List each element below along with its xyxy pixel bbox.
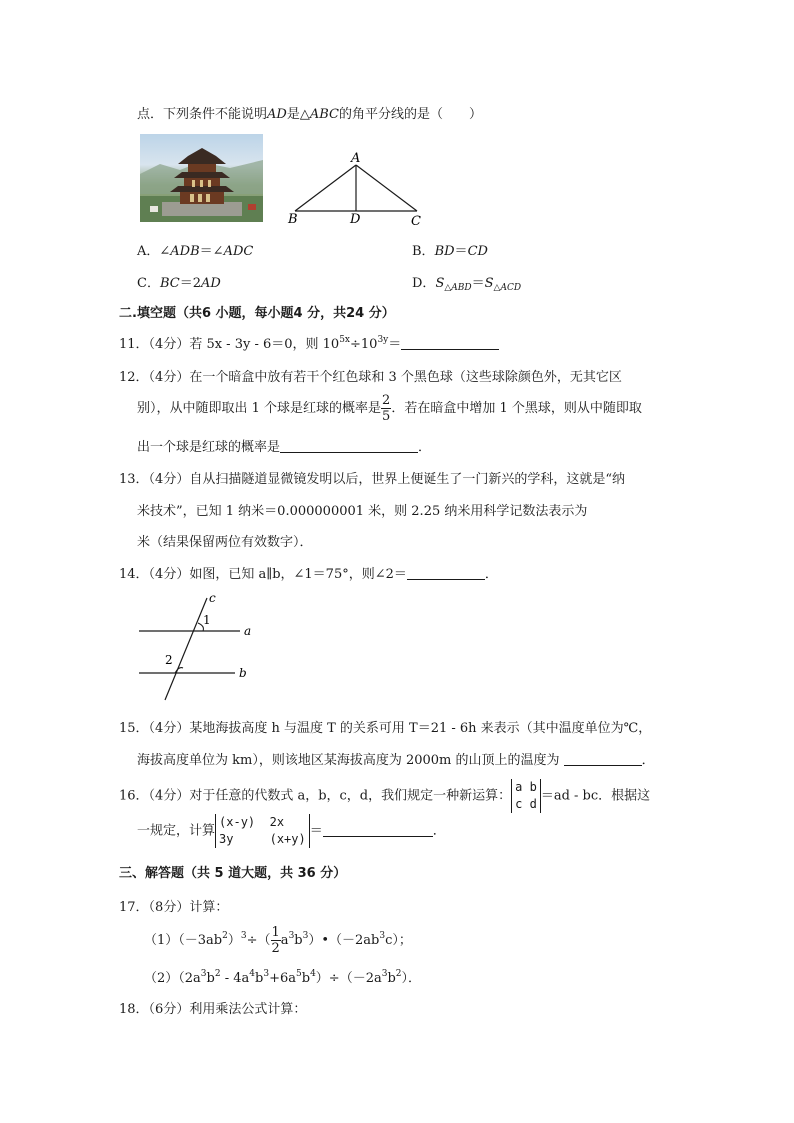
answer-blank-11 xyxy=(401,336,499,350)
triangle-diagram xyxy=(283,148,433,228)
question-10-stem: 点．下列条件不能说明AD是△ABC的角平分线的是（ ） xyxy=(137,107,482,122)
fraction-1-2: $\frac{1}{2}$ xyxy=(271,925,280,956)
line-c-label: c xyxy=(209,591,216,605)
option-d: D．$S_{\triangle ABD}=S_{\triangle ACD}$ xyxy=(412,276,522,293)
answer-blank-12 xyxy=(280,439,418,453)
question-12-line2: 别），从中随即取出 1 个球是红球的概率是 $\frac{2}{5}$ ．若在暗盒中增加 1 个黑球，则从中随即取 xyxy=(137,393,642,424)
option-a: A．∠ADB＝∠ADC xyxy=(137,244,254,259)
angle-2-label: 2 xyxy=(165,653,173,667)
section-2-title: 二.填空题（共6 小题，每小题4 分，共24 分） xyxy=(119,306,395,321)
question-13-line3: 米（结果保留两位有效数字）． xyxy=(137,535,313,550)
question-11: 11．（4分）若 5x - 3y - 6＝0，则 $10^{5x}\div 10^{3y}=$ xyxy=(119,333,499,352)
answer-blank-16 xyxy=(323,823,433,837)
question-15-line1: 15．（4分）某地海拔高度 h 与温度 T 的关系可用 T＝21 - 6h 来表示（其中温度单位为℃， xyxy=(119,721,652,736)
determinant-expression: (x-y) 2x 3y (x+y) xyxy=(215,814,310,848)
question-13-line2: 米技术”，已知 1 纳米＝0.000000001 米，则 2.25 纳米用科学记数法表示为 xyxy=(137,504,588,519)
label-b: B xyxy=(288,212,298,227)
question-15-line2: 海拔高度单位为 km），则该地区某海拔高度为 2000m 的山顶上的温度为 ． xyxy=(137,753,655,768)
label-c: C xyxy=(411,214,421,228)
answer-blank-15 xyxy=(564,752,642,766)
label-a: A xyxy=(351,151,361,166)
fraction-2-5: $\frac{2}{5}$ xyxy=(382,393,391,424)
angle-1-label: 1 xyxy=(203,613,211,627)
pavilion-photo xyxy=(140,134,263,222)
question-13-line1: 13．（4分）自从扫描隧道显微镜发明以后，世界上便诞生了一门新兴的学科，这就是“纳 xyxy=(119,472,625,487)
parallel-lines-diagram xyxy=(135,590,265,705)
label-d: D xyxy=(350,212,361,227)
question-16-line1: 16．（4分）对于任意的代数式 a，b，c，d，我们规定一种新运算： a b c d ＝ad - bc．根据这 xyxy=(119,780,651,811)
determinant-definition: a b c d xyxy=(511,779,541,813)
line-b-label: b xyxy=(239,666,247,680)
question-14: 14．（4分）如图，已知 a∥b，∠1＝75°，则∠2＝ ． xyxy=(119,567,498,582)
question-12-line3: 出一个球是红球的概率是 ． xyxy=(137,440,432,455)
question-17-head: 17．（8分）计算： xyxy=(119,900,229,915)
line-a-label: a xyxy=(244,624,252,638)
question-17-part2: $(2)(2a^3b^2 - 4a^4b^3+6a^5b^4)\div(-2a^3b^2)$． xyxy=(144,969,422,986)
section-3-title: 三、解答题（共 5 道大题，共 36 分） xyxy=(119,866,347,881)
question-17-part1: $(1)(-3ab^2)^3\div$（ $\frac{1}{2}$ $a^3b^3)•(-2ab^3c)$； xyxy=(144,925,412,956)
answer-blank-14 xyxy=(407,566,485,580)
option-c: C．BC＝2AD xyxy=(137,276,221,291)
question-12-line1: 12．（4分）在一个暗盒中放有若干个红色球和 3 个黑色球（这些球除颜色外，无其它区 xyxy=(119,370,622,385)
question-18-head: 18．（6分）利用乘法公式计算： xyxy=(119,1002,307,1017)
question-16-line2: 一规定，计算 (x-y) 2x 3y (x+y) ＝ ． xyxy=(137,815,446,846)
option-b: B．BD＝CD xyxy=(412,244,488,259)
